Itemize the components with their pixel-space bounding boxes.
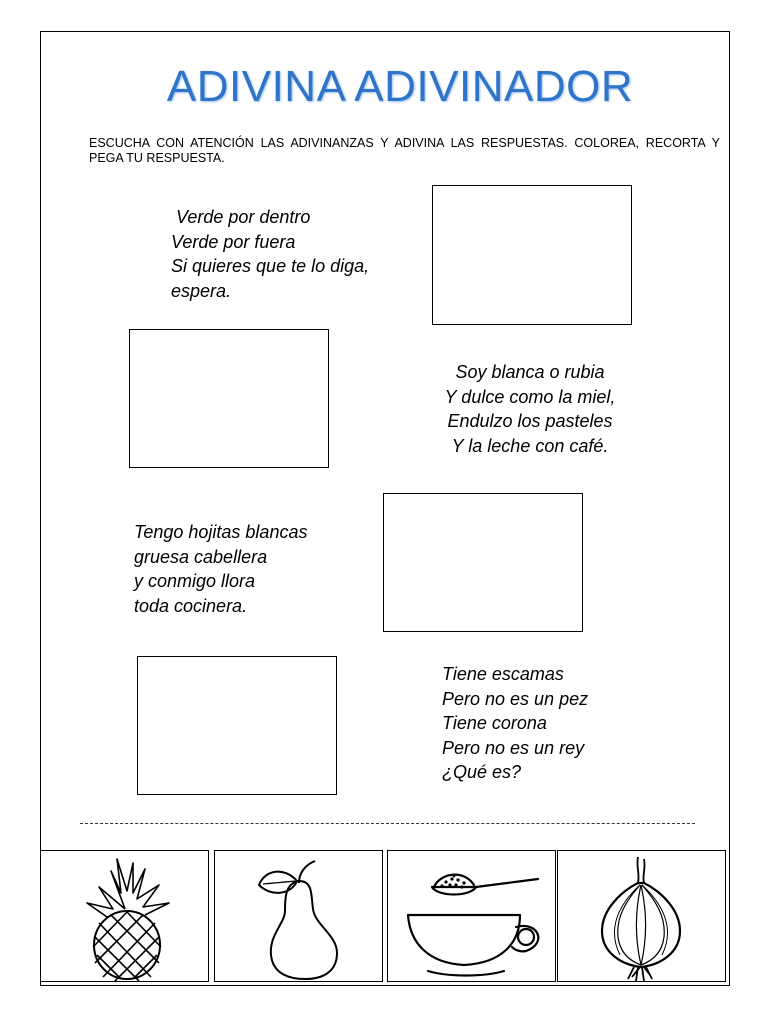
answer-box-3[interactable] [383, 493, 583, 632]
image-cell-pineapple[interactable] [40, 850, 209, 982]
image-cell-pear[interactable] [214, 850, 383, 982]
riddle-line: Soy blanca o rubia [455, 362, 605, 382]
riddle-line: ¿Qué es? [442, 762, 522, 782]
pear-icon [215, 851, 384, 983]
riddle-line: espera. [171, 280, 232, 301]
riddle-4 [442, 662, 588, 785]
riddle-line: Verde por fuera [171, 231, 296, 252]
image-cell-onion[interactable] [557, 850, 726, 982]
riddle-line: Pero no es un rey [442, 737, 585, 758]
image-cell-sugar[interactable] [387, 850, 556, 982]
riddle-line: y conmigo llora [134, 571, 256, 591]
riddle-line: Tiene corona [442, 713, 547, 733]
riddle-line: Verde por dentro [171, 207, 311, 227]
riddle-line: Pero no es un pez [442, 688, 589, 709]
cut-line [80, 823, 695, 824]
riddle-line: gruesa cabellera [134, 546, 268, 567]
onion-icon [558, 851, 727, 983]
answer-box-4[interactable] [137, 656, 337, 795]
sugar-spoon-cup-icon [388, 851, 557, 983]
page-title: ADIVINA ADIVINADOR [166, 62, 634, 111]
riddle-line: Endulzo los pasteles [447, 411, 613, 431]
riddle-line: toda cocinera. [134, 595, 248, 616]
pineapple-icon [41, 851, 210, 983]
riddle-line: Si quieres que te lo diga, [171, 256, 370, 276]
riddle-line: Y dulce como la miel, [444, 386, 616, 407]
answer-box-1[interactable] [432, 185, 632, 325]
riddle-2 [410, 360, 650, 458]
riddle-line: Tiene escamas [442, 664, 564, 684]
answer-box-2[interactable] [129, 329, 329, 468]
riddle-1 [171, 205, 369, 303]
instructions: ESCUCHA CON ATENCIÓN LAS ADIVINANZAS Y ADIVINA LAS RESPUESTAS. COLOREA, RECORTA Y PEGA TU RESPUESTA. [89, 136, 720, 165]
riddle-3 [134, 520, 307, 618]
riddle-line: Tengo hojitas blancas [134, 522, 308, 542]
riddle-line: Y la leche con café. [451, 435, 609, 456]
